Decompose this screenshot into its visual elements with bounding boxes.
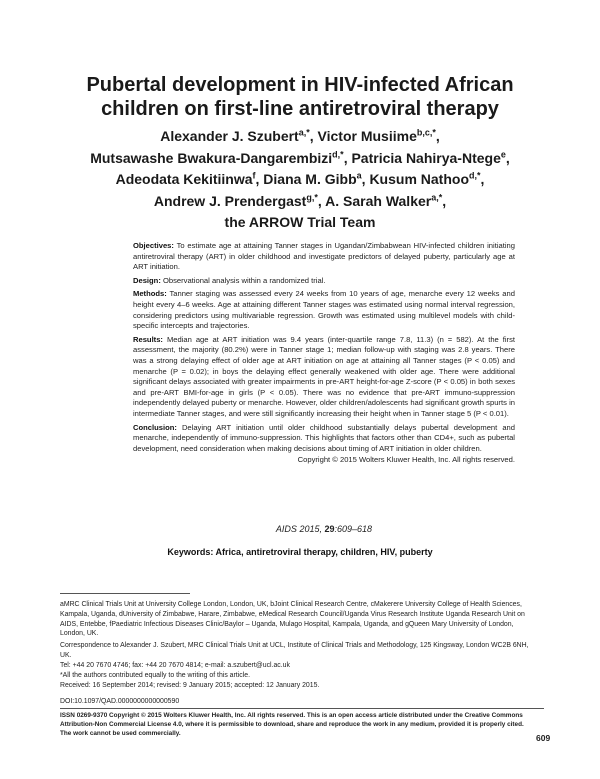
title-line-1: Pubertal development in HIV-infected African — [86, 74, 514, 96]
author-team: the ARROW Trial Team — [224, 214, 376, 230]
author-line-3: Adeodata Kekitiinwa$^f$, Diana M. Gibb$^a$, Kusum Nathoo$^{d,*}$, — [115, 170, 485, 187]
equal-contribution-footnote: *All the authors contributed equally to the writing of this article. — [60, 672, 250, 679]
author-name: Kusum Nathoo — [369, 171, 469, 187]
author-line-1: Alexander J. Szubert$^{a,*}$, Victor Musiime$^{b,c,*}$, — [160, 127, 440, 144]
abstract-results — [133, 335, 515, 420]
author-affiliation: a — [356, 170, 362, 181]
author-affiliation: a,* — [431, 191, 443, 202]
contact-footnote: Tel: +44 20 7670 4746; fax: +44 20 7670 4814; e-mail: a.szubert@ucl.ac.uk — [60, 662, 290, 669]
author-affiliation: d,* — [469, 170, 481, 181]
objectives-label: Objectives: — [133, 241, 174, 250]
license-text: ISSN 0269-9370 Copyright © 2015 Wolters Kluwer Health, Inc. All rights reserved. This is an open access article distributed under the Creative Commons Attribution-Non Commercial License 4.0, where it is permissible to download, share and reproduce the work in any medium, provided it is properly cited. The work cannot be used commercially. — [60, 712, 524, 737]
methods-label: Methods: — [133, 289, 167, 299]
author-affiliation: d,* — [332, 148, 344, 159]
journal-citation — [133, 524, 515, 534]
author-line-2: Mutsawashe Bwakura-Dangarembizi$^{d,*}$, Patricia Nahirya-Ntege$^e$, — [90, 148, 510, 166]
citation-year: 2015, — [299, 524, 322, 534]
author-name: Diana M. Gibb — [263, 171, 357, 187]
author-name: Alexander J. Szubert — [160, 128, 299, 144]
author-name: Adeodata Kekitiinwa — [115, 171, 253, 187]
objectives-text: To estimate age at attaining Tanner stages in Ugandan/Zimbabwean HIV-infected children initiating antiretroviral therapy (ART) in older childhood and investigate predictors of delayed puberty, particularly age at ART initiation. — [133, 241, 515, 272]
page-number: 609 — [536, 733, 551, 743]
article-title — [60, 73, 540, 121]
license-divider — [60, 708, 544, 709]
author-affiliation: g,* — [306, 191, 318, 202]
author-name: Andrew J. Prendergast — [153, 192, 307, 209]
design-label: Design: — [133, 275, 161, 285]
results-label: Results: — [133, 334, 163, 344]
abstract-objectives — [133, 241, 515, 273]
citation-journal: AIDS — [275, 524, 297, 534]
abstract-copyright: Copyright © 2015 Wolters Kluwer Health, Inc. All rights reserved. — [297, 455, 515, 465]
author-name: Mutsawashe Bwakura-Dangarembizi — [90, 149, 333, 166]
received-dates-footnote: Received: 16 September 2014; revised: 9 January 2015; accepted: 12 January 2015. — [60, 682, 320, 689]
abstract — [133, 241, 515, 466]
abstract-conclusion — [133, 423, 515, 455]
abstract-design — [133, 276, 515, 287]
citation-pages: :609–618 — [334, 524, 373, 534]
author-line-4: Andrew J. Prendergast$^{g,*}$, A. Sarah Walker$^{a,*}$, — [153, 191, 447, 209]
affiliations-footnote: aMRC Clinical Trials Unit at University College London, London, UK, bJoint Clinical Research Centre, cMakerere University College of Health Sciences, Kampala, Uganda, dUniversity of Zimbabwe, Harare, Zimbabwe, eMedical Research Council/Uganda Virus Research Institute Uganda Research Unit on AIDS, Entebbe, fPaediatric Infectious Diseases Clinic/Baylor – Uganda, Mulago Hospital, Kampala, Uganda, and gQueen Mary University of London, London, UK. — [60, 601, 525, 638]
doi: DOI:10.1097/QAD.0000000000000590 — [60, 698, 180, 705]
footnote-divider — [60, 593, 190, 594]
author-affiliation: e — [500, 148, 506, 159]
conclusion-label: Conclusion: — [133, 422, 177, 432]
results-text: Median age at ART initiation was 9.4 years (inter-quartile range 7.8, 11.3) (n = 582). At the first assessment, the majority (80.2%) were in Tanner stage 1; median follow-up with staging was 2.8 years. There was a strong delaying effect of older age at ART initiation on age at attaining all Tanner stages (P < 0.05) and menarche (P = 0.02); in boys the delaying effect generally weakened with older age. There were additional significant delays associated with greater impairments in pre-ART height-for-age Z-score (P < 0.05) in both sexes and pre-ART BMI-for-age in girls (P < 0.05). There was no evidence that pre-ART immuno-suppression independently delayed puberty or menarche. However, older children/adolescents had significant growth spurts in intermediate Tanner stages, and were still significantly increasing their height when in Tanner stage 5 (P < 0.01). — [133, 334, 515, 418]
methods-text: Tanner staging was assessed every 24 weeks from 10 years of age, menarche every 12 weeks and height every 4–6 weeks. Age at attaining different Tanner stages was estimated using normal interval regression, considering predictors using multivariable regression. Growth was estimated using multilevel models with child-specific intercepts and trajectories. — [133, 289, 515, 331]
author-name: Victor Musiime — [317, 128, 417, 144]
design-text: Observational analysis within a randomized trial. — [162, 275, 326, 285]
conclusion-text: Delaying ART initiation until older childhood substantially delays pubertal development and menarche, independently of immuno-suppression. This highlights that factors other than CD4+, such as pubertal development, need consideration when making decisions about timing of ART initiation in older children. — [133, 422, 515, 453]
title-line-2: children on first-line antiretroviral therapy — [101, 98, 499, 120]
author-affiliation: f — [252, 170, 256, 181]
author-name: Patricia Nahirya-Ntege — [351, 149, 501, 166]
author-affiliation: b,c,* — [416, 127, 436, 138]
author-name: A. Sarah Walker — [325, 192, 432, 209]
citation-volume: 29 — [324, 524, 335, 534]
author-list — [40, 126, 560, 234]
author-affiliation: a,* — [298, 127, 310, 138]
abstract-methods — [133, 289, 515, 331]
correspondence-footnote: Correspondence to Alexander J. Szubert, MRC Clinical Trials Unit at UCL, Institute of Clinical Trials and Methodology, 125 Kingsway, London WC2B 6NH, UK. — [60, 642, 529, 659]
keywords: Keywords: Africa, antiretroviral therapy, children, HIV, puberty — [167, 547, 433, 557]
